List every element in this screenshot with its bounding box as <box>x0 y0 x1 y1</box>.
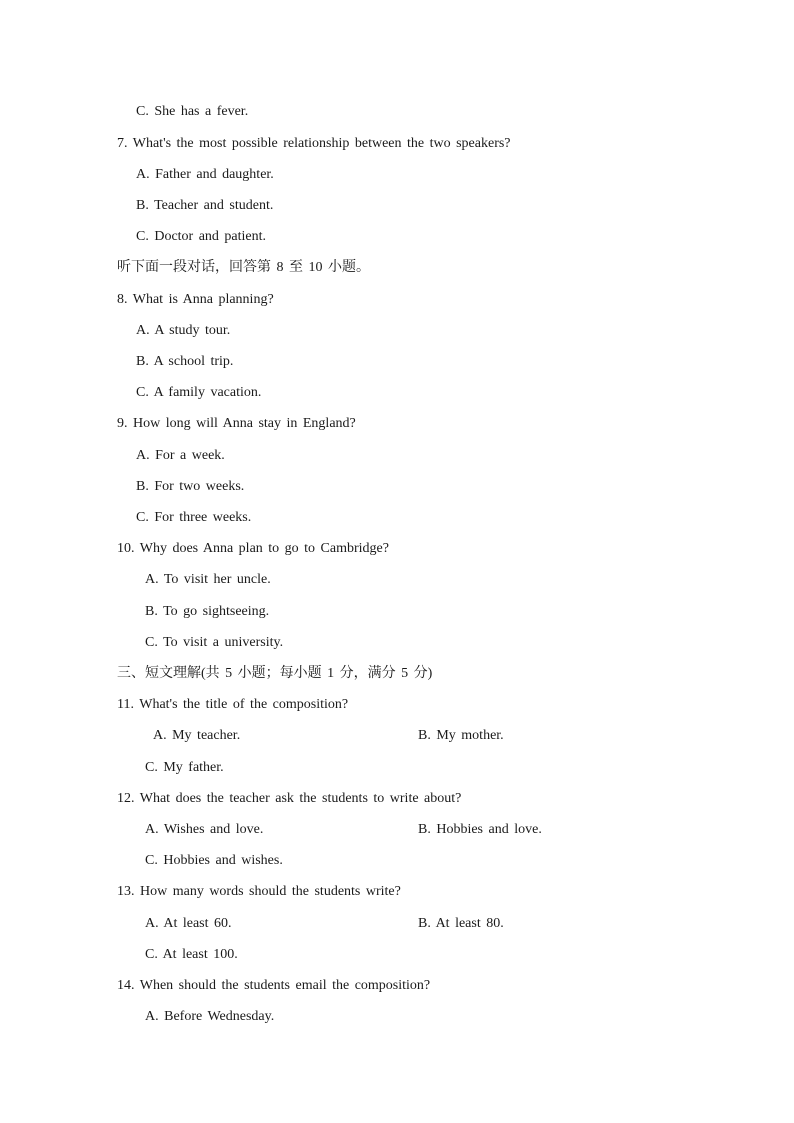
q6-option-c: C. She has a fever. <box>136 104 249 119</box>
q12-option-c: C. Hobbies and wishes. <box>145 853 283 868</box>
q8-option-c: C. A family vacation. <box>136 385 262 400</box>
q11-question: 11. What's the title of the composition? <box>117 697 349 712</box>
q9-question: 9. How long will Anna stay in England? <box>117 416 356 431</box>
q9-option-b: B. For two weeks. <box>136 479 245 494</box>
q13-option-b: B. At least 80. <box>418 916 504 931</box>
section-three-heading: 三、短文理解(共 5 小题；每小题 1 分，满分 5 分) <box>117 666 433 681</box>
q12-option-a: A. Wishes and love. <box>145 822 264 837</box>
q7-option-b: B. Teacher and student. <box>136 198 274 213</box>
q9-option-a: A. For a week. <box>136 448 225 463</box>
q8-option-a: A. A study tour. <box>136 323 231 338</box>
q7-option-a: A. Father and daughter. <box>136 167 274 182</box>
q11-option-c: C. My father. <box>145 760 224 775</box>
q10-option-c: C. To visit a university. <box>145 635 284 650</box>
q14-question: 14. When should the students email the composition? <box>117 978 431 993</box>
q7-option-c: C. Doctor and patient. <box>136 229 267 244</box>
q8-option-b: B. A school trip. <box>136 354 234 369</box>
q10-option-b: B. To go sightseeing. <box>145 604 270 619</box>
q7-question: 7. What's the most possible relationship between the two speakers? <box>117 136 511 151</box>
q14-option-a: A. Before Wednesday. <box>145 1009 275 1024</box>
q10-question: 10. Why does Anna plan to go to Cambridge? <box>117 541 389 556</box>
q13-option-c: C. At least 100. <box>145 947 238 962</box>
q12-question: 12. What does the teacher ask the students to write about? <box>117 791 462 806</box>
section-listen-8-10-heading: 听下面一段对话，回答第 8 至 10 小题。 <box>117 260 370 275</box>
q11-option-b: B. My mother. <box>418 728 504 743</box>
q9-option-c: C. For three weeks. <box>136 510 252 525</box>
q13-question: 13. How many words should the students write? <box>117 884 401 899</box>
q11-option-a: A. My teacher. <box>153 728 241 743</box>
q8-question: 8. What is Anna planning? <box>117 292 274 307</box>
q12-option-b: B. Hobbies and love. <box>418 822 542 837</box>
q13-option-a: A. At least 60. <box>145 916 232 931</box>
q10-option-a: A. To visit her uncle. <box>145 572 271 587</box>
